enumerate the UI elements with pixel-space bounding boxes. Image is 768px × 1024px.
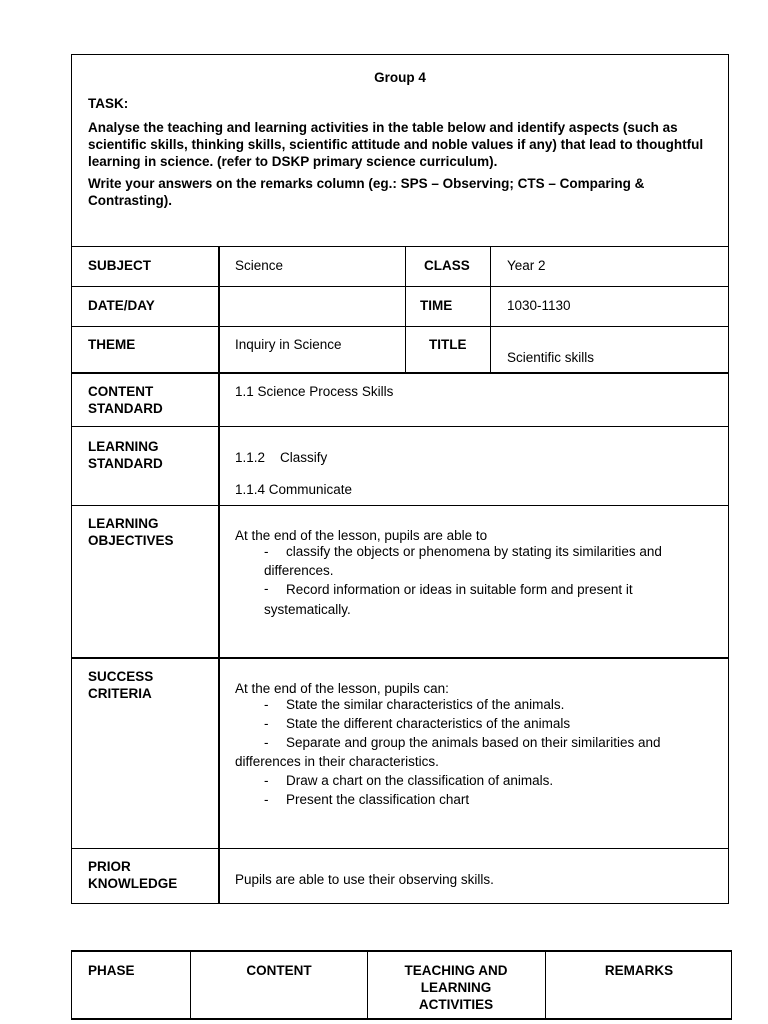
task-label: TASK: <box>88 96 129 111</box>
success-dash: - <box>264 716 269 731</box>
right-column-divider <box>490 246 491 373</box>
theme-label: THEME <box>88 337 136 352</box>
time-label: TIME <box>420 298 453 313</box>
activities-header: TEACHING AND LEARNING ACTIVITIES <box>404 963 508 1012</box>
success-item: Draw a chart on the classification of animals. <box>286 773 554 788</box>
objectives-intro: At the end of the lesson, pupils are able to <box>235 528 488 543</box>
objectives-dash: - <box>264 581 269 596</box>
phase-header: PHASE <box>88 963 135 978</box>
row-line <box>71 426 729 427</box>
row-line <box>71 326 729 327</box>
objectives-item: classify the objects or phenomena by stating its similarities and differences. <box>264 544 662 578</box>
task-box <box>71 54 729 247</box>
success-dash: - <box>264 697 269 712</box>
success-item: Separate and group the animals based on their similarities and differences in their characteristics. <box>235 735 661 769</box>
success-label: SUCCESS CRITERIA <box>88 669 154 701</box>
success-dash: - <box>264 773 269 788</box>
success-item: Present the classification chart <box>286 792 470 807</box>
remarks-header: REMARKS <box>604 963 674 978</box>
objectives-dash: - <box>264 544 269 559</box>
mid-column-divider <box>405 246 406 373</box>
row-line <box>71 657 729 659</box>
row-line <box>71 286 729 287</box>
phase-col-divider <box>190 950 191 1020</box>
prior-knowledge-label: PRIOR KNOWLEDGE <box>88 859 178 891</box>
row-line <box>71 505 729 506</box>
subject-label: SUBJECT <box>88 258 152 273</box>
class-label: CLASS <box>424 258 470 273</box>
objectives-label: LEARNING OBJECTIVES <box>88 516 174 548</box>
content-header: CONTENT <box>246 963 312 978</box>
phase-col-divider <box>545 950 546 1020</box>
title-value: Scientific skills <box>507 350 595 365</box>
content-standard-label: CONTENT STANDARD <box>88 384 163 416</box>
title-label: TITLE <box>429 337 467 352</box>
success-item: State the similar characteristics of the animals. <box>286 697 565 712</box>
success-dash: - <box>264 792 269 807</box>
subject-value: Science <box>235 258 284 273</box>
success-intro: At the end of the lesson, pupils can: <box>235 681 449 696</box>
write-instruction: Write your answers on the remarks column (eg.: SPS – Observing; CTS – Comparing & Contrasting). <box>88 176 645 208</box>
date-label: DATE/DAY <box>88 298 155 313</box>
learning-standard-item: 1.1.2 Classify <box>235 450 328 465</box>
class-value: Year 2 <box>507 258 546 273</box>
theme-value: Inquiry in Science <box>235 337 342 352</box>
time-value: 1030-1130 <box>507 298 571 313</box>
learning-standard-label: LEARNING STANDARD <box>88 439 163 471</box>
content-standard-value: 1.1 Science Process Skills <box>235 384 394 399</box>
objectives-item: Record information or ideas in suitable form and present it systematically. <box>264 582 633 617</box>
row-line <box>71 848 729 849</box>
learning-standard-item: 1.1.4 Communicate <box>235 482 353 497</box>
task-text: Analyse the teaching and learning activities in the table below and identify aspects (such as scientific skills, thinking skills, scientific attitude and noble values if any) that lead to thoughtful learning in science. (refer to DSKP primary science curriculum). <box>88 120 704 169</box>
group-title: Group 4 <box>374 70 426 85</box>
prior-knowledge-value: Pupils are able to use their observing skills. <box>235 872 494 887</box>
label-column-divider <box>218 246 220 904</box>
success-item: State the different characteristics of the animals <box>286 716 571 731</box>
row-line <box>71 372 729 374</box>
success-dash: - <box>264 735 269 750</box>
phase-col-divider <box>367 950 368 1020</box>
